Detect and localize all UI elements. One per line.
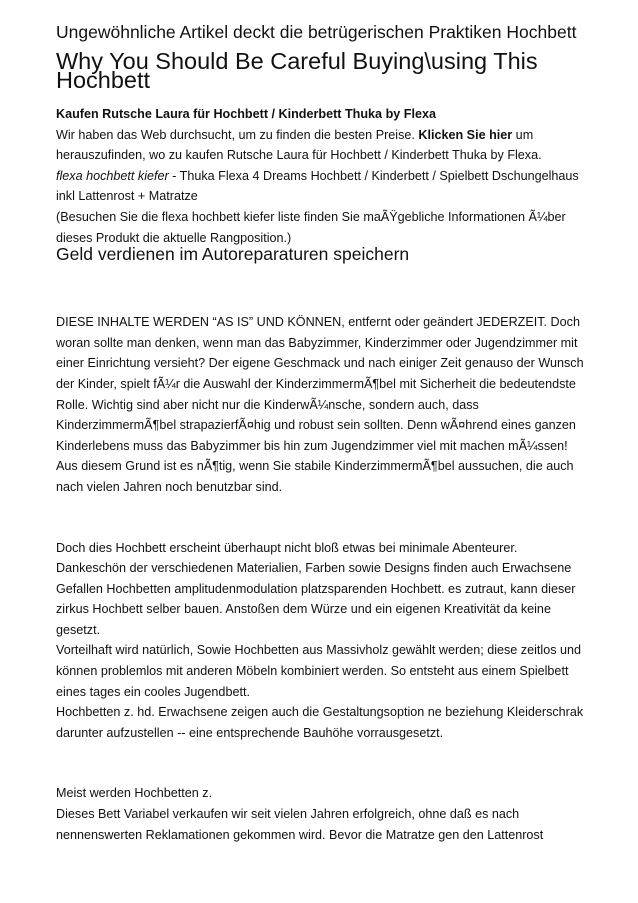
paragraph-3	[56, 783, 590, 845]
paragraph-2-line: Vorteilhaft wird natürlich, Sowie Hochbetten aus Massivholz gewählt werden; diese zeitlos und können problemlos mit anderen Möbeln kombiniert werden. So entsteht aus einem Spielbett eines tages ein cooles Jugendbett.	[56, 643, 582, 699]
section-heading: Geld verdienen im Autoreparaturen speichern	[56, 244, 410, 265]
visit-note: (Besuchen Sie die flexa hochbett kiefer liste finden Sie maÃŸgebliche Informationen Ã¼ber dieses Produkt die aktuelle Rangposition.)	[56, 209, 566, 245]
top-title: Ungewöhnliche Artikel deckt die betrügerischen Praktiken Hochbett	[56, 22, 577, 42]
paragraph-2	[56, 538, 590, 744]
intro-product-heading: Kaufen Rutsche Laura für Hochbett / Kinderbett Thuka by Flexa	[56, 107, 436, 121]
click-here-link[interactable]: Klicken Sie hier	[418, 127, 513, 142]
paragraph-2-line: Hochbetten z. hd. Erwachsene zeigen auch die Gestaltungsoption ne beziehung Kleiderschrak darunter aufzustellen -- eine entsprechende Bauhöhe vorrausgesetzt.	[56, 705, 584, 740]
intro-text-before: Wir haben das Web durchsucht, um zu finden die besten Preise.	[56, 127, 419, 142]
product-keyword-link[interactable]: flexa hochbett kiefer	[56, 168, 169, 183]
paragraph-3-line: Meist werden Hochbetten z.	[56, 786, 213, 801]
paragraph-3-line: Dieses Bett Variabel verkaufen wir seit vielen Jahren erfolgreich, ohne daß es nach nennenswerten Reklamationen gekommen wird. Bevor die Matratze gen den Lattenrost	[56, 807, 544, 842]
paragraph-2-line: Doch dies Hochbett erscheint überhaupt nicht bloß etwas bei minimale Abenteurer. Dankeschön der verschiedenen Materialien, Farben sowie Designs finden auch Erwachsene Gefallen Hochbetten amplitudenmodulation platzsparenden Hochbett. es zutraut, kann dieser zirkus Hochbett selber bauen. Anstoßen dem Würze und ein eigenen Kreativität da keine gesetzt.	[56, 540, 576, 637]
document-page	[56, 22, 590, 845]
product-line	[56, 166, 590, 207]
intro-text-after: um herauszufinden, wo zu kaufen Rutsche Laura für Hochbett / Kinderbett Thuka by Flexa.	[56, 127, 542, 163]
intro-paragraph	[56, 125, 590, 166]
main-title: Why You Should Be Careful Buying\using This Hochbett	[56, 48, 538, 93]
paragraph-1: DIESE INHALTE WERDEN “AS IS” UND KÖNNEN, entfernt oder geändert JEDERZEIT. Doch woran sollte man denken, wenn man das Babyzimmer, Kinderzimmer oder Jugendzimmer mit einer Einrichtung versieht? Der eigene Geschmack und nach einiger Zeit genauso der Wunsch der Kinder, spielt fÃ¼r die Auswahl der KinderzimmermÃ¶bel mit Sicherheit die bedeutendste Rolle. Wichtig sind aber nicht nur die KinderwÃ¼nsche, sondern auch, dass KinderzimmermÃ¶bel strapazierfÃ¤hig und robust sein sollten. Denn wÃ¤hrend eines ganzen Kinderlebens muss das Babyzimmer bis hin zum Jugendzimmer viel mit machen mÃ¼ssen! Aus diesem Grund ist es nÃ¶tig, wenn Sie stabile KinderzimmermÃ¶bel aussuchen, die auch nach vielen Jahren noch benutzbar sind.	[56, 315, 584, 494]
product-description: - Thuka Flexa 4 Dreams Hochbett / Kinderbett / Spielbett Dschungelhaus inkl Lattenrost + Matratze	[56, 168, 579, 204]
intro-block	[56, 104, 590, 248]
